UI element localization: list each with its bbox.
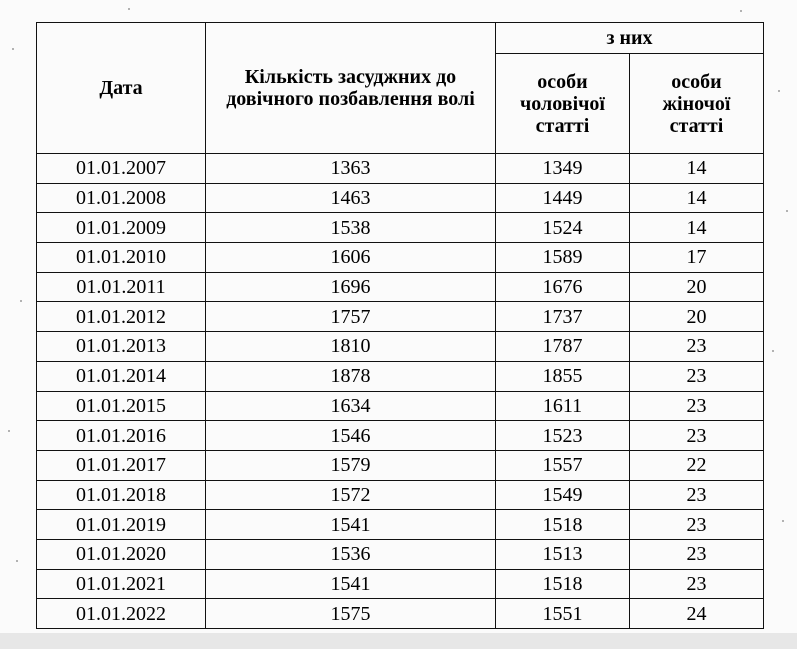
header-male-line-2: чоловічої — [520, 92, 605, 115]
cell-male: 1589 — [496, 243, 630, 273]
cell-male: 1551 — [496, 599, 630, 629]
cell-female: 23 — [630, 569, 764, 599]
cell-date: 01.01.2009 — [37, 213, 206, 243]
cell-date: 01.01.2017 — [37, 450, 206, 480]
cell-female: 23 — [630, 510, 764, 540]
table-row — [37, 480, 764, 510]
cell-female: 14 — [630, 154, 764, 184]
cell-date: 01.01.2011 — [37, 272, 206, 302]
cell-female: 14 — [630, 183, 764, 213]
cell-male: 1449 — [496, 183, 630, 213]
cell-date: 01.01.2016 — [37, 421, 206, 451]
header-group: з них — [496, 23, 764, 54]
cell-female: 23 — [630, 539, 764, 569]
cell-total: 1579 — [206, 450, 496, 480]
cell-female: 23 — [630, 332, 764, 362]
cell-female: 17 — [630, 243, 764, 273]
cell-total: 1810 — [206, 332, 496, 362]
table-row — [37, 213, 764, 243]
table-row — [37, 391, 764, 421]
cell-male: 1518 — [496, 510, 630, 540]
cell-male: 1855 — [496, 361, 630, 391]
header-male-line-3: статті — [535, 114, 590, 137]
cell-date: 01.01.2010 — [37, 243, 206, 273]
cell-male: 1349 — [496, 154, 630, 184]
header-date: Дата — [37, 23, 206, 154]
cell-female: 22 — [630, 450, 764, 480]
cell-date: 01.01.2012 — [37, 302, 206, 332]
cell-date: 01.01.2021 — [37, 569, 206, 599]
cell-date: 01.01.2015 — [37, 391, 206, 421]
cell-date: 01.01.2022 — [37, 599, 206, 629]
cell-male: 1611 — [496, 391, 630, 421]
header-male — [496, 54, 630, 154]
table-row — [37, 154, 764, 184]
table-row — [37, 332, 764, 362]
cell-male: 1557 — [496, 450, 630, 480]
cell-male: 1524 — [496, 213, 630, 243]
table-row — [37, 183, 764, 213]
cell-total: 1878 — [206, 361, 496, 391]
cell-total: 1541 — [206, 569, 496, 599]
page-bottom-edge — [0, 633, 797, 649]
cell-female: 23 — [630, 421, 764, 451]
cell-female: 14 — [630, 213, 764, 243]
cell-female: 23 — [630, 361, 764, 391]
header-female-line-1: особи — [671, 70, 722, 93]
cell-total: 1546 — [206, 421, 496, 451]
cell-date: 01.01.2013 — [37, 332, 206, 362]
cell-total: 1572 — [206, 480, 496, 510]
cell-male: 1513 — [496, 539, 630, 569]
cell-total: 1538 — [206, 213, 496, 243]
table-row — [37, 450, 764, 480]
cell-total: 1757 — [206, 302, 496, 332]
cell-male: 1549 — [496, 480, 630, 510]
table-row — [37, 599, 764, 629]
header-female — [630, 54, 764, 154]
table-row — [37, 243, 764, 273]
cell-female: 20 — [630, 302, 764, 332]
cell-date: 01.01.2008 — [37, 183, 206, 213]
table-row — [37, 302, 764, 332]
cell-date: 01.01.2019 — [37, 510, 206, 540]
life-sentence-table — [36, 22, 764, 629]
cell-total: 1606 — [206, 243, 496, 273]
cell-female: 20 — [630, 272, 764, 302]
cell-date: 01.01.2007 — [37, 154, 206, 184]
cell-male: 1523 — [496, 421, 630, 451]
cell-female: 23 — [630, 480, 764, 510]
header-male-line-1: особи — [537, 70, 588, 93]
cell-total: 1696 — [206, 272, 496, 302]
header-total: Кількість засуджних до довічного позбавлення волі — [206, 23, 496, 154]
table-row — [37, 361, 764, 391]
table-row — [37, 569, 764, 599]
cell-female: 24 — [630, 599, 764, 629]
cell-date: 01.01.2018 — [37, 480, 206, 510]
table-row — [37, 272, 764, 302]
cell-male: 1676 — [496, 272, 630, 302]
cell-total: 1463 — [206, 183, 496, 213]
cell-total: 1536 — [206, 539, 496, 569]
cell-date: 01.01.2014 — [37, 361, 206, 391]
header-female-line-2: жіночої — [662, 92, 731, 115]
header-female-line-3: статті — [669, 114, 724, 137]
table-row — [37, 421, 764, 451]
table-row — [37, 539, 764, 569]
cell-female: 23 — [630, 391, 764, 421]
cell-total: 1575 — [206, 599, 496, 629]
cell-total: 1363 — [206, 154, 496, 184]
cell-male: 1787 — [496, 332, 630, 362]
table-row — [37, 510, 764, 540]
cell-male: 1518 — [496, 569, 630, 599]
cell-date: 01.01.2020 — [37, 539, 206, 569]
cell-total: 1541 — [206, 510, 496, 540]
cell-male: 1737 — [496, 302, 630, 332]
cell-total: 1634 — [206, 391, 496, 421]
